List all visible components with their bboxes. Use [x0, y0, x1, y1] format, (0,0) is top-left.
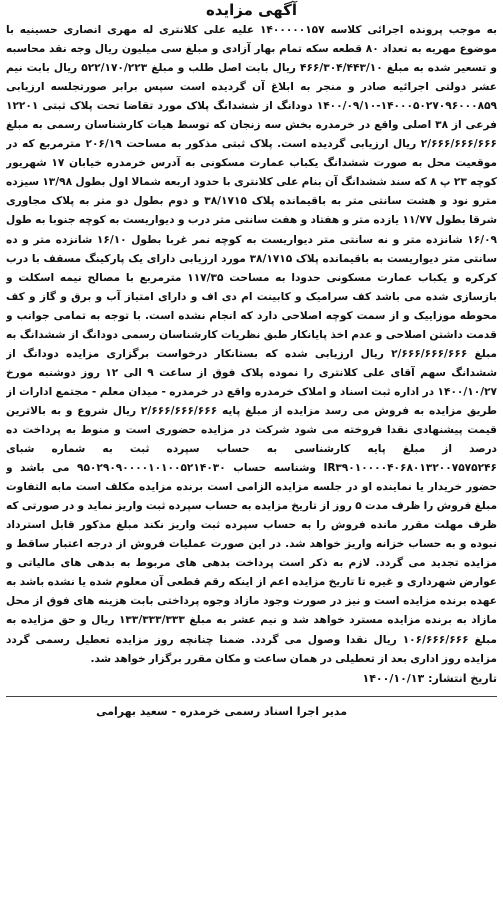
- publication-date: تاریخ انتشار: ۱۴۰۰/۱۰/۱۳: [362, 671, 497, 685]
- notice-body: به موجب پرونده اجرائی کلاسه ۱۴۰۰۰۰۰۱۵۷ علیه علی کلانتری له مهری انصاری حسینیه با موضوع مهریه به تعداد ۸۰ قطعه سکه تمام بهار آزادی و مبلغ سی میلیون ریال وجه نقد محاسبه و تسعیر شده به مبلغ ۴۶۶/۳۰۴/۴۴۳/۱۰ ریال بابت اصل طلب و مبلغ ۵۲۲/۱۷۰/۲۲۳ ریال بابت نیم عشر دولتی اجرائیه صادر و منجر به ابلاغ آن گردیده است سپس برابر صورتجلسه ارزیابی ۱۴۰۰۰۵۰۲۷۰۹۶۰۰۰۸۵۹-۱۴۰۰/۰۹/۱۰ دودانگ از ششدانگ پلاک مورد تقاضا تحت پلاک ثبتی ۱۲۲۰۱ فرعی از ۳۸ اصلی واقع در خرمدره بخش سه زنجان که توسط هیات کارشناسان رسمی به مبلغ ۲/۶۶۶/۶۶۶/۶۶۶ ریال ارزیابی گردیده است. پلاک ثبتی مذکور به مساحت ۲۰۶/۱۹ مترمربع که در موقعیت محل به صورت ششدانگ یکباب عمارت مسکونی به آدرس خرمدره خیابان ۱۷ شهریور کوچه ۲۳ پ ۸ که سند ششدانگ آن بنام علی کلانتری با حدود اربعه شمالا اول بطول ۱۳/۹۸ سیزده مترو نود و هشت سانتی متر به باقیمانده پلاک ۳۸/۱۷۱۵ و دوم بطول دو متر به پلاک مجاوری شرقا بطول ۱۱/۷۷ یازده متر و هفتاد و هفت سانتی متر درب و دیواریست به کوچه جنوبا به طول ۱۶/۰۹ شانزده متر و نه سانتی متر دیواریست به کوچه نمر غربا بطول ۱۶/۱۰ شانزده متر و ده سانتی متر دیواریست به باقیمانده پلاک ۳۸/۱۷۱۵ مورد ارزیابی دارای یک پارکینگ مسقف با درب کرکره و یکباب عمارت مسکونی حدودا به مساحت ۱۱۷/۳۵ مترمربع با مصالح نیمه اسکلت و بازسازی شده می باشد کف سرامیک و کابینت ام دی اف و دارای امتیاز آب و برق و گاز و کف محوطه موزاییک و از سمت کوچه اصلاحی دارد که انجام نشده است. با توجه به تمامی جوانب و قدمت داشتن اصلاحی و عدم اخذ پایانکار طبق نظریات کارشناسان رسمی دودانگ از ششدانگ به مبلغ ۲/۶۶۶/۶۶۶/۶۶۶ ریال ارزیابی شده که بستانکار درخواست برگزاری مزایده دودانگ از ششدانگ سهم آقای علی کلانتری را نموده پلاک فوق از ساعت ۹ الی ۱۲ روز دوشنبه مورخ ۱۴۰۰/۱۰/۲۷ در اداره ثبت اسناد و املاک خرمدره واقع در خرمدره - میدان معلم - مجتمع ادارات از طریق مزایده به فروش می رسد مزایده از مبلغ پایه ۲/۶۶۶/۶۶۶/۶۶۶ ریال شروع و به بالاترین قیمت پیشنهادی نقدا فروخته می شود شرکت در مزایده حضوری است و منوط به پرداخت ده درصد از مبلغ پایه کارشناسی به حساب سپرده ثبت به شماره شبای IR۳۹۰۱۰۰۰۰۴۰۶۸۰۱۳۲۰۰۷۵۷۵۲۴۶ وشناسه حساب ۹۵۰۲۹۰۹۰۰۰۰۱۰۱۰۰۵۲۱۴۰۳۰ می باشد و حضور خریدار یا نماینده او در جلسه مزایده الزامی است برنده مزایده مکلف است مابه التفاوت مبلغ فروش را ظرف مدت ۵ روز از تاریخ مزایده به حساب سپرده ثبت واریز نماید و در صورتی که ظرف مهلت مقرر مانده فروش را به حساب سپرده ثبت واریز نکند مبلغ مذکور قابل استرداد نبوده و به حساب خزانه واریز خواهد شد. در این صورت عملیات فروش از درجه اعتبار ساقط و مزایده تجدید می گردد. لازم به ذکر است پرداخت بدهی های مربوط به بدهی های مالیاتی و عوارض شهرداری و غیره تا تاریخ مزایده اعم از اینکه رقم قطعی آن معلوم شده یا نشده باشد به عهده برنده مزایده است و نیز در صورت وجود مازاد وجوه پرداختی بابت هزینه های فوق از محل مازاد به برنده مزایده مسترد خواهد شد و نیم عشر به مبلغ ۱۳۳/۳۳۳/۳۳۳ ریال و حق مزایده به مبلغ ۱۰۶/۶۶۶/۶۶۶ ریال نقدا وصول می گردد. ضمنا چنانچه روز مزایده تعطیل رسمی گردد مزایده روز اداری بعد از تعطیلی در همان ساعت و مکان مقرر برگزار خواهد شد.: [6, 24, 497, 665]
- signature-line: مدیر اجرا اسناد رسمی خرمدره - سعید بهرامی: [96, 704, 347, 718]
- auction-notice: [6, 0, 497, 903]
- notice-title: آگهی مزایده: [205, 1, 298, 19]
- divider: [6, 696, 497, 697]
